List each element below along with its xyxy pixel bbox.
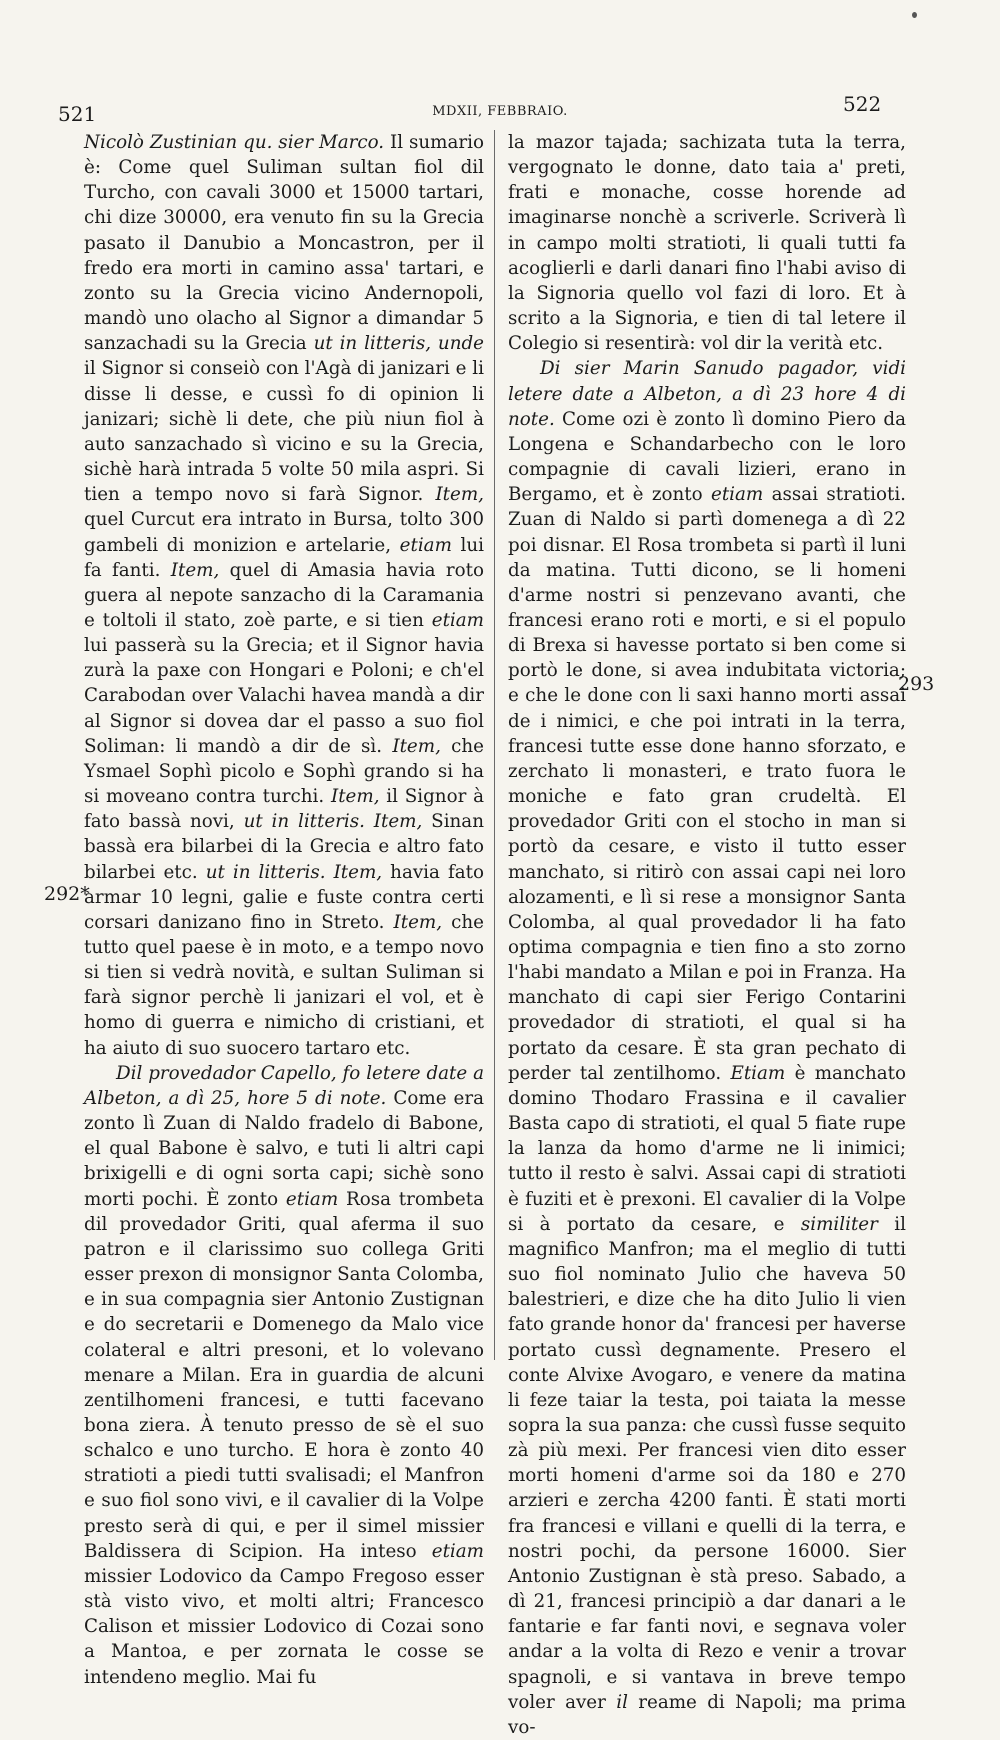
text-run: havia fato armar 10 legni, galie e fuste contra certi corsari danizano fino in Streto.	[84, 861, 484, 933]
right-column	[508, 130, 906, 1738]
text-run: reame di Napoli; ma prima vo-	[508, 1691, 906, 1738]
italic-text: Di sier Marin Sanudo pagador, vidi letere date a Albeton, a dì 23 hore 4 di note.	[508, 358, 906, 430]
paragraph	[508, 356, 906, 1740]
text-run: lui fa fanti.	[84, 534, 485, 581]
text-run: missier Lodovico da Campo Fregoso esser stà visto vivo, et molti altri; Francesco Calison et missier Lodovico di Cozai sono a Mantoa, e per zornata le cosse se intendeno meglio. Mai fu	[84, 1565, 484, 1688]
margin-note-right: 293	[898, 673, 935, 695]
italic-text: etiam	[285, 1188, 339, 1210]
text-run: Il sumario è: Come quel Suliman sultan fiol dil Turcho, con cavali 3000 et 15000 tartari, chi dize 30000, era venuto fin su la Grecia pasato il Danubio a Moncastron, per il fredo era morti in camino assa' tartari, e zonto su la Grecia vicino Andernopoli, mandò uno olacho al Signor a dimandar 5 sanzachadi su la Grecia	[84, 132, 484, 355]
paragraph	[84, 1061, 484, 1690]
text-run: che tutto quel paese è in moto, e a tempo novo si tien si vedrà novità, e sultan Suliman si farà signor perchè li janizari el vol, et è homo di guerra e nimicho di cristiani, et ha aiuto di suo suocero tartaro etc.	[84, 911, 484, 1059]
page-header	[0, 92, 1000, 126]
margin-note-left: 292*	[44, 883, 90, 905]
italic-text: Item,	[393, 911, 443, 933]
italic-text: ut in litteris. Item,	[243, 811, 423, 833]
italic-text: etiam	[431, 609, 484, 631]
italic-text: similiter	[800, 1213, 878, 1235]
italic-text: Nicolò Zustinian qu. sier Marco.	[84, 132, 385, 153]
italic-text: ut in litteris. Item,	[205, 861, 383, 883]
italic-text: etiam	[711, 484, 764, 506]
italic-text: il	[616, 1691, 628, 1713]
text-run: Sinan bassà era bilarbei di la Grecia e altro fato bilarbei etc.	[84, 811, 484, 883]
italic-text: Dil provedador Capello, fo letere date a Albeton, a dì 25, hore 5 di note.	[84, 1062, 484, 1109]
italic-text: ut in litteris, unde	[313, 333, 485, 355]
italic-text: Item,	[392, 735, 441, 757]
text-run: che Ysmael Sophì picolo e Sophì grando si ha si moveano contra turchi.	[84, 735, 484, 808]
text-run: Come era zonto lì Zuan di Naldo fradelo di Babone, el qual Babone è salvo, e tuti li altri capi brixigelli e di ogni sorta capi; sichè sono morti pochi. È zonto	[84, 1087, 484, 1210]
left-column	[84, 130, 485, 1688]
italic-text: etiam	[431, 1540, 484, 1562]
italic-text: Etiam	[730, 1062, 786, 1084]
text-run: lui passerà su la Grecia; et il Signor havia zurà la paxe con Hongari e Poloni; e ch'el Carabodan over Valachi havea mandà a dir al Signor si dovea dar el passo a suo fiol Soliman: li mandò a dir de sì.	[84, 635, 484, 757]
text-run: Rosa trombeta dil provedador Griti, qual aferma il suo patron e il clarissimo suo collega Griti esser prexon di monsignor Santa Colomba, e in sua compagnia sier Antonio Zustignan e do secretarii e Domenego da Malo vice colateral e altri presoni, et lo volevano menare a Milan. Era in guardia de alcuni zentilhomeni francesi, e tutti facevano bona ziera. À tenuto presso de sè el suo schalco e uno turcho. E hora è zonto 40 stratioti a piedi tutti svalisadi; el Manfron e suo fiol sono vivi, e il cavalier di la Volpe presto serà di qui, e per il simel missier Baldissera di Scipion. Ha inteso	[84, 1188, 484, 1562]
page-number-right: 522	[843, 92, 882, 116]
page-number-left: 521	[58, 102, 97, 126]
text-run: quel di Amasia havia roto guera al nepote sanzacho di la Caramania e toltoli il stato, zoè parte, e si tien	[84, 559, 484, 631]
italic-text: Item,	[330, 786, 380, 808]
text-run: Come ozi è zonto lì domino Piero da Longena e Schandarbecho con le loro compagnie di cavali lizieri, erano in Bergamo, et è zonto	[508, 408, 906, 506]
column-divider	[494, 130, 495, 1360]
italic-text: etiam	[399, 534, 452, 556]
paragraph	[508, 130, 906, 356]
text-run: il Signor à fato bassà novi,	[84, 786, 484, 833]
text-run: il Signor si conseiò con l'Agà di janizari e li disse li desse, e cussì fo di opinion li janizari; sichè li dete, che più niun fiol à auto sanzachado sì vicino e su la Grecia, sichè harà intrada 5 volte 50 mila aspri. Si tien a tempo novo si farà Signor.	[84, 358, 484, 506]
paragraph	[84, 130, 484, 1061]
text-run: quel Curcut era intrato in Bursa, tolto 300 gambeli di monizion e artelarie,	[84, 509, 484, 556]
italic-text: Item,	[170, 559, 220, 581]
ink-speck	[912, 12, 917, 18]
italic-text: Item,	[435, 484, 484, 506]
text-run: è manchato domino Thodaro Frassina e il cavalier Basta capo di stratioti, el qual 5 fiate rupe la lanza da homo d'arme ne li inimici; tutto il resto è salvi. Assai capi di stratioti è fuziti et è prexoni. El cavalier di la Volpe si à portato da cesare, e	[508, 1062, 906, 1235]
running-head: MDXII, FEBBRAIO.	[432, 104, 568, 119]
text-run: assai stratioti. Zuan di Naldo si partì domenega a dì 22 poi disnar. El Rosa trombeta si partì il luni da matina. Tutti dicono, se li homeni d'arme nostri si penzevano avanti, che francesi erano roti e morti, e si el populo di Brexa si havesse portato si ben come si portò le done, si avea indubitata victoria; e che le done con li saxi hanno morti assai de i nimici, e che poi intrati in la terra, francesi tutte esse done hanno sforzato, e zerchato li monasteri, e trato fuora le moniche e fato gran crudeltà. El provedador Griti con el stocho in man si portò da cesare, e visto il tutto esser manchato, si ritirò con assai capi nei loro alozamenti, e lì si rese a monsignor Santa Colomba, al qual provedador li ha fato optima compagnia e tien fino a sto zorno l'habi mandato a Milan e poi in Franza. Ha manchato di capi sier Ferigo Contarini provedador di stratioti, el qual si ha portato da cesare. È sta gran pechato di perder tal zentilhomo.	[508, 484, 906, 1084]
text-run: la mazor tajada; sachizata tuta la terra, vergognato le donne, dato taia a' preti, frati e monache, cosse horende ad imaginarse nonchè a scriverle. Scriverà lì in campo molti stratioti, li quali tutti fa acoglierli e darli danari fino l'habi aviso di la Signoria quello vol fazi di loro. Et à scrito a la Signoria, e tien di tal letere il Colegio si resentirà: vol dir la verità etc.	[508, 132, 906, 355]
text-run: il magnifico Manfron; ma el meglio di tutti suo fiol nominato Julio che haveva 50 balestrieri, e dize che ha dito Julio li vien fato grande honor da' francesi per haverse portato cussì degnamente. Presero el conte Alvixe Avogaro, e venere da matina li feze taiar la testa, poi taiata la messe sopra la sua panza: che cussì fusse sequito zà più mexi. Per francesi vien dito esser morti homeni d'arme soi da 180 e 270 arzieri e zercha 4200 fanti. È stati morti fra francesi e villani e quelli di la terra, e nostri pochi, da persone 16000. Sier Antonio Zustignan è stà preso. Sabado, a dì 21, francesi principiò a dar danari a le fantarie e far fanti novi, e segnava voler andar a la volta di Rezo e venir a trovar spagnoli, e si vantava in breve tempo voler aver	[508, 1213, 906, 1713]
